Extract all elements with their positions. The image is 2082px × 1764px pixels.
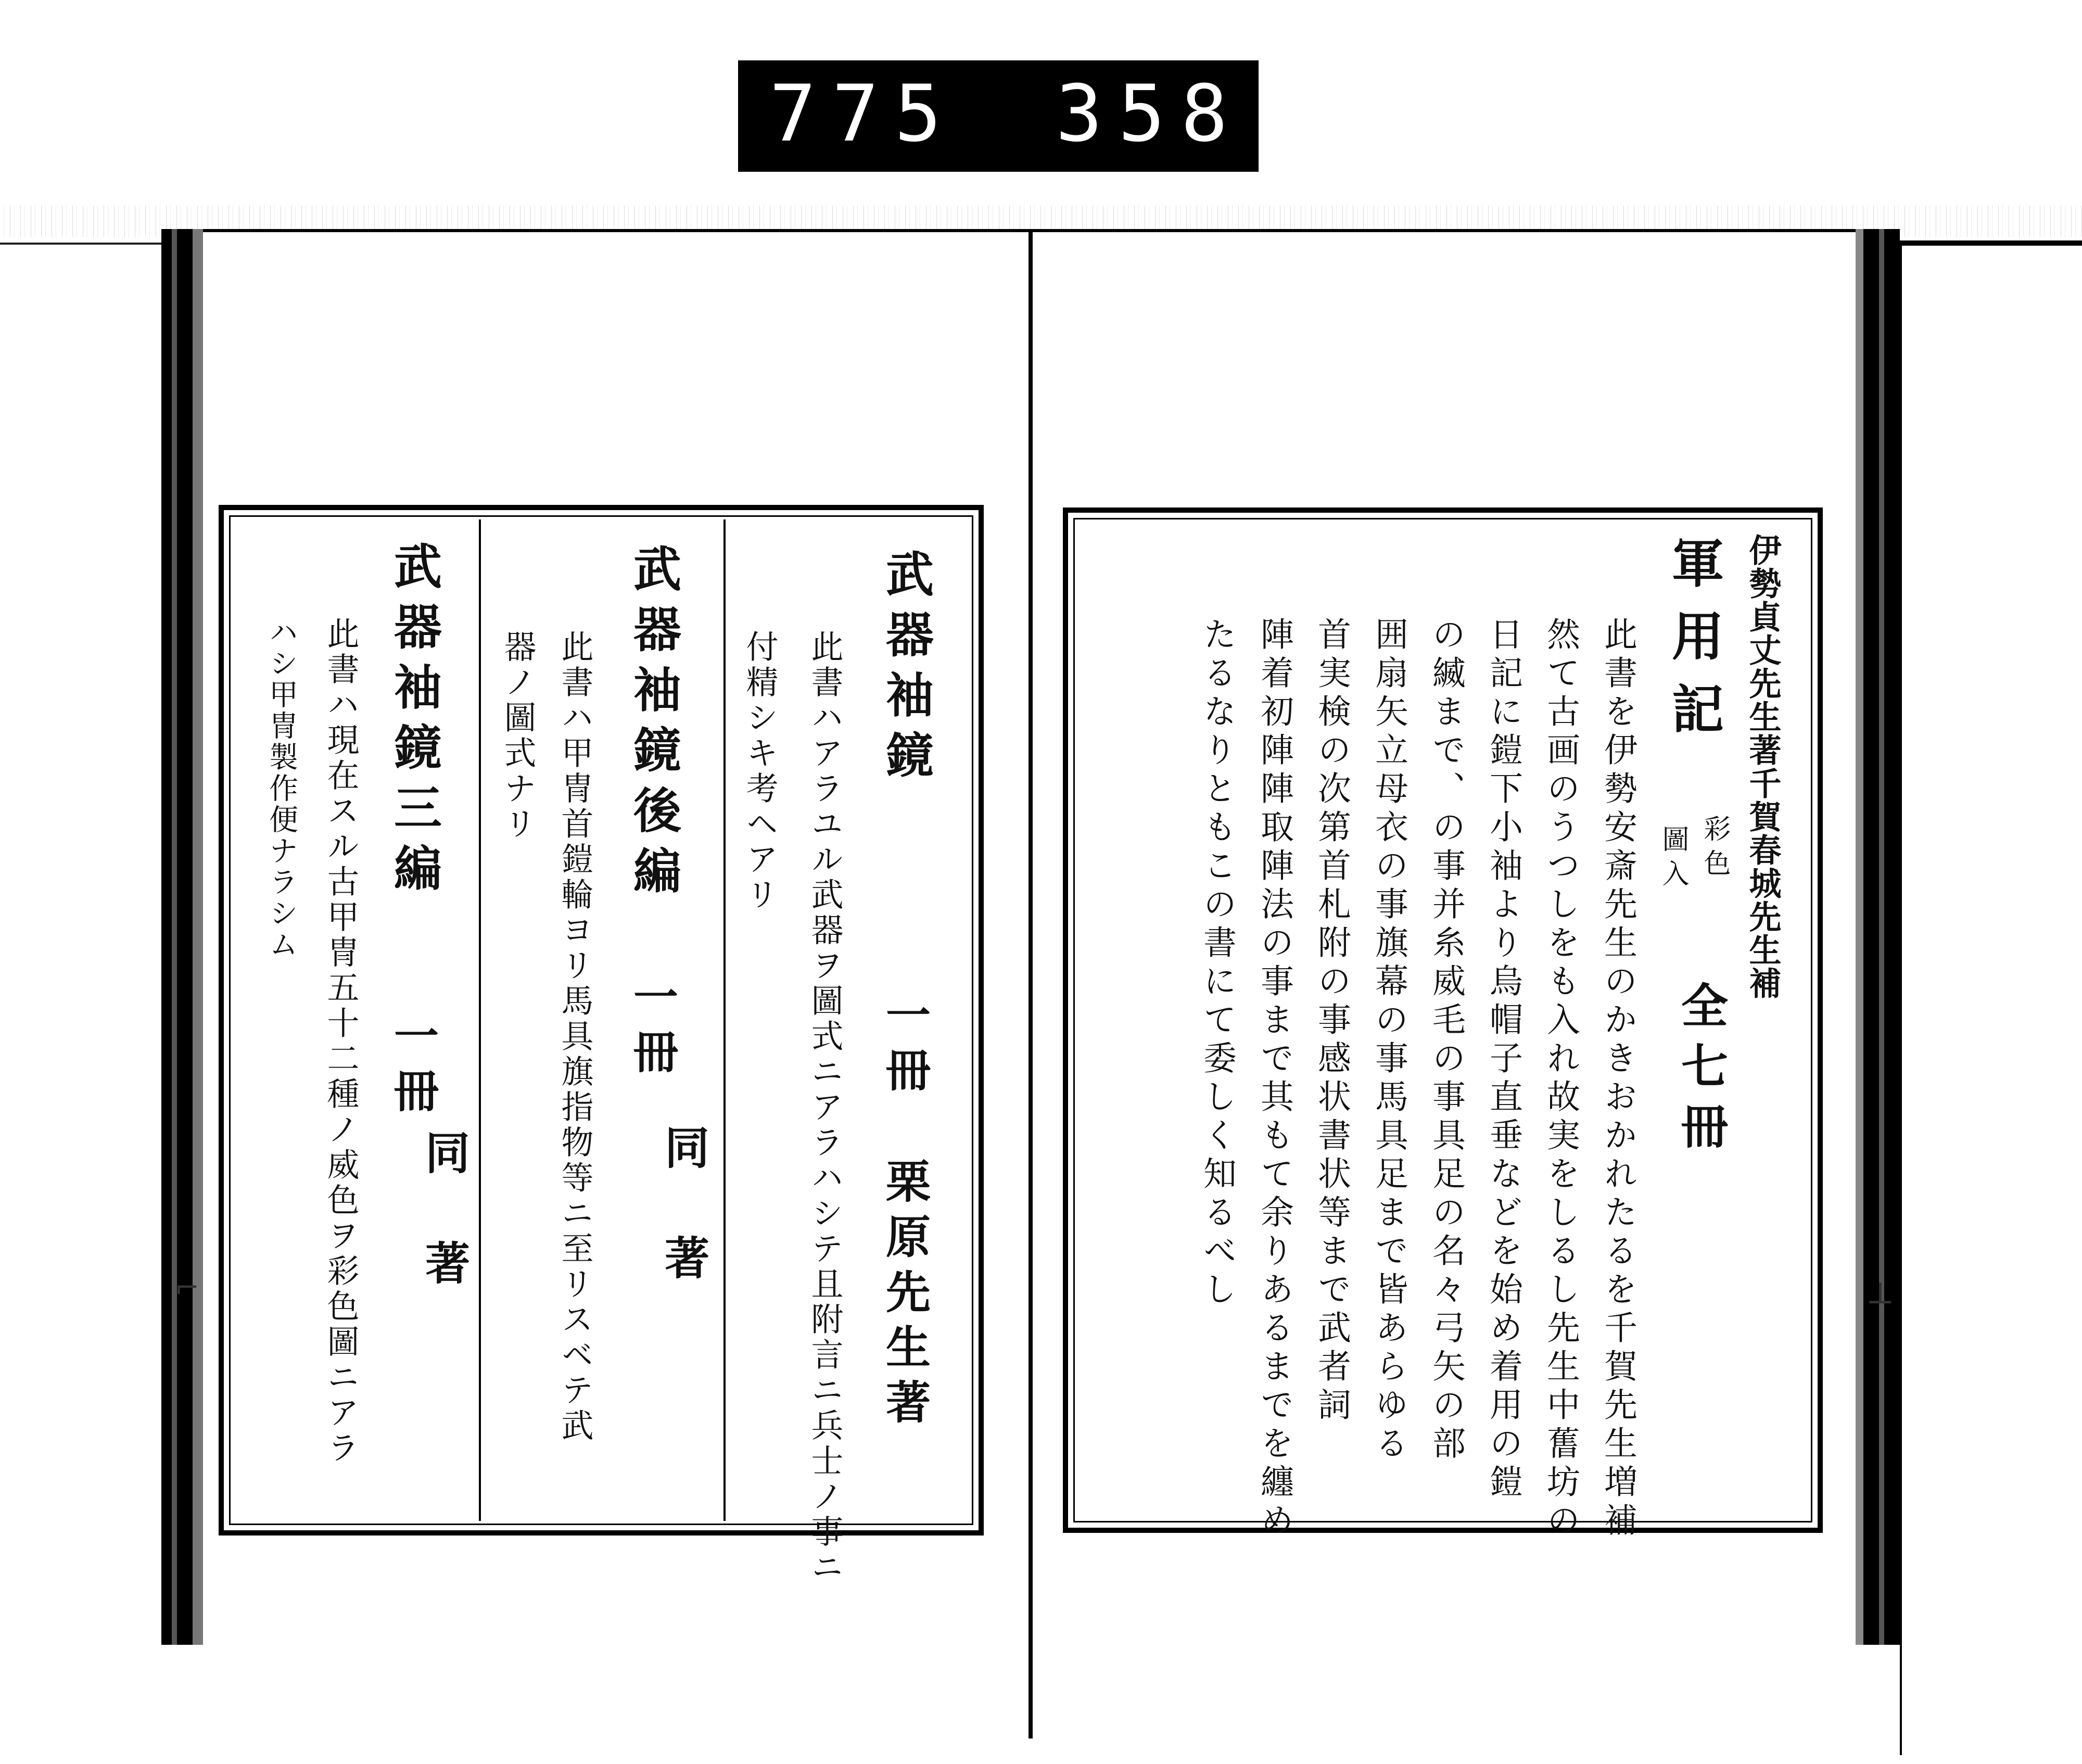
author-line: 伊勢貞丈先生著千賀春城先生補	[1744, 534, 1782, 1000]
col2-description-line-1: 此書ハ甲冑首鎧輪ヨリ馬具旗指物等ニ至リスベテ武	[556, 630, 594, 1444]
book-left-page-edge	[161, 229, 203, 1645]
body-line-5: 囲扇矢立母衣の事旗幕の事馬具足まで皆あらゆる	[1369, 617, 1408, 1464]
col3-author: 同 著	[417, 1130, 470, 1295]
col1-author: 栗原先生著	[878, 1158, 931, 1434]
col3-description-line-2: ハシ甲冑製作便ナラシム	[264, 617, 298, 960]
book-right-page-edge	[1856, 229, 1900, 1645]
outer-page	[1900, 246, 2082, 1755]
col2-author: 同 著	[657, 1124, 709, 1290]
catalog-number-part-1: 775	[769, 69, 957, 159]
col3-description-line-1: 此書ハ現在スル古甲冑五十二種ノ威色ヲ彩色圖ニアラ	[322, 617, 360, 1466]
book-title: 軍用記	[1663, 536, 1724, 755]
body-line-7: 陣着初陣陣取陣法の事まで其もて余りあるまでを纏め	[1255, 617, 1293, 1541]
left-margin-mark: ⌐	[174, 1270, 200, 1305]
catalog-number-part-2: 358.	[1056, 69, 1306, 159]
catalog-number-label	[738, 60, 1306, 172]
column-divider-1	[723, 519, 726, 1521]
volume-count: 全七冊	[1673, 981, 1728, 1162]
left-advertisement-frame	[219, 505, 984, 1585]
outer-page-top-edge	[1900, 240, 2082, 246]
col2-description-line-2: 器ノ圖式ナリ	[499, 630, 537, 842]
col1-volume-count: 一冊	[878, 992, 931, 1102]
column-divider-2	[479, 519, 481, 1521]
book-spine	[1029, 229, 1033, 1738]
note-illustrated: 圖入	[1657, 825, 1689, 894]
col3-volume-count: 一冊	[386, 1012, 439, 1123]
body-line-8: たるなりともこの書にて委しく知るべし	[1198, 617, 1236, 1310]
col1-description-line-2: 付精シキ考ヘアリ	[741, 630, 779, 913]
body-line-4: の縅まで、の事并糸威毛の事具足の名々弓矢の部	[1427, 617, 1465, 1464]
body-line-1: 此書を伊勢安斎先生のかきおかれたるを千賀先生増補	[1598, 617, 1637, 1541]
col2-volume-count: 一冊	[626, 973, 678, 1084]
body-line-3: 日記に鎧下小袖より烏帽子直垂などを始め着用の鎧	[1484, 617, 1522, 1503]
col1-title: 武器袖鏡	[878, 549, 934, 791]
right-margin-mark: ⊥	[1866, 1275, 1895, 1311]
col1-description-line-1: 此書ハアラユル武器ヲ圖式ニアラハシテ且附言ニ兵士ノ事ニ	[806, 630, 844, 1585]
body-line-6: 首実検の次第首札附の事感状書状等まで武者詞	[1312, 617, 1351, 1426]
right-advertisement-frame	[1063, 507, 1823, 1541]
col3-title: 武器袖鏡三編	[386, 541, 442, 904]
note-coloured: 彩色	[1699, 815, 1730, 883]
body-line-2: 然て古画のうつしをも入れ故実をしるし先生中𦾔坊の	[1541, 617, 1580, 1541]
col2-title: 武器袖鏡後編	[626, 544, 682, 906]
